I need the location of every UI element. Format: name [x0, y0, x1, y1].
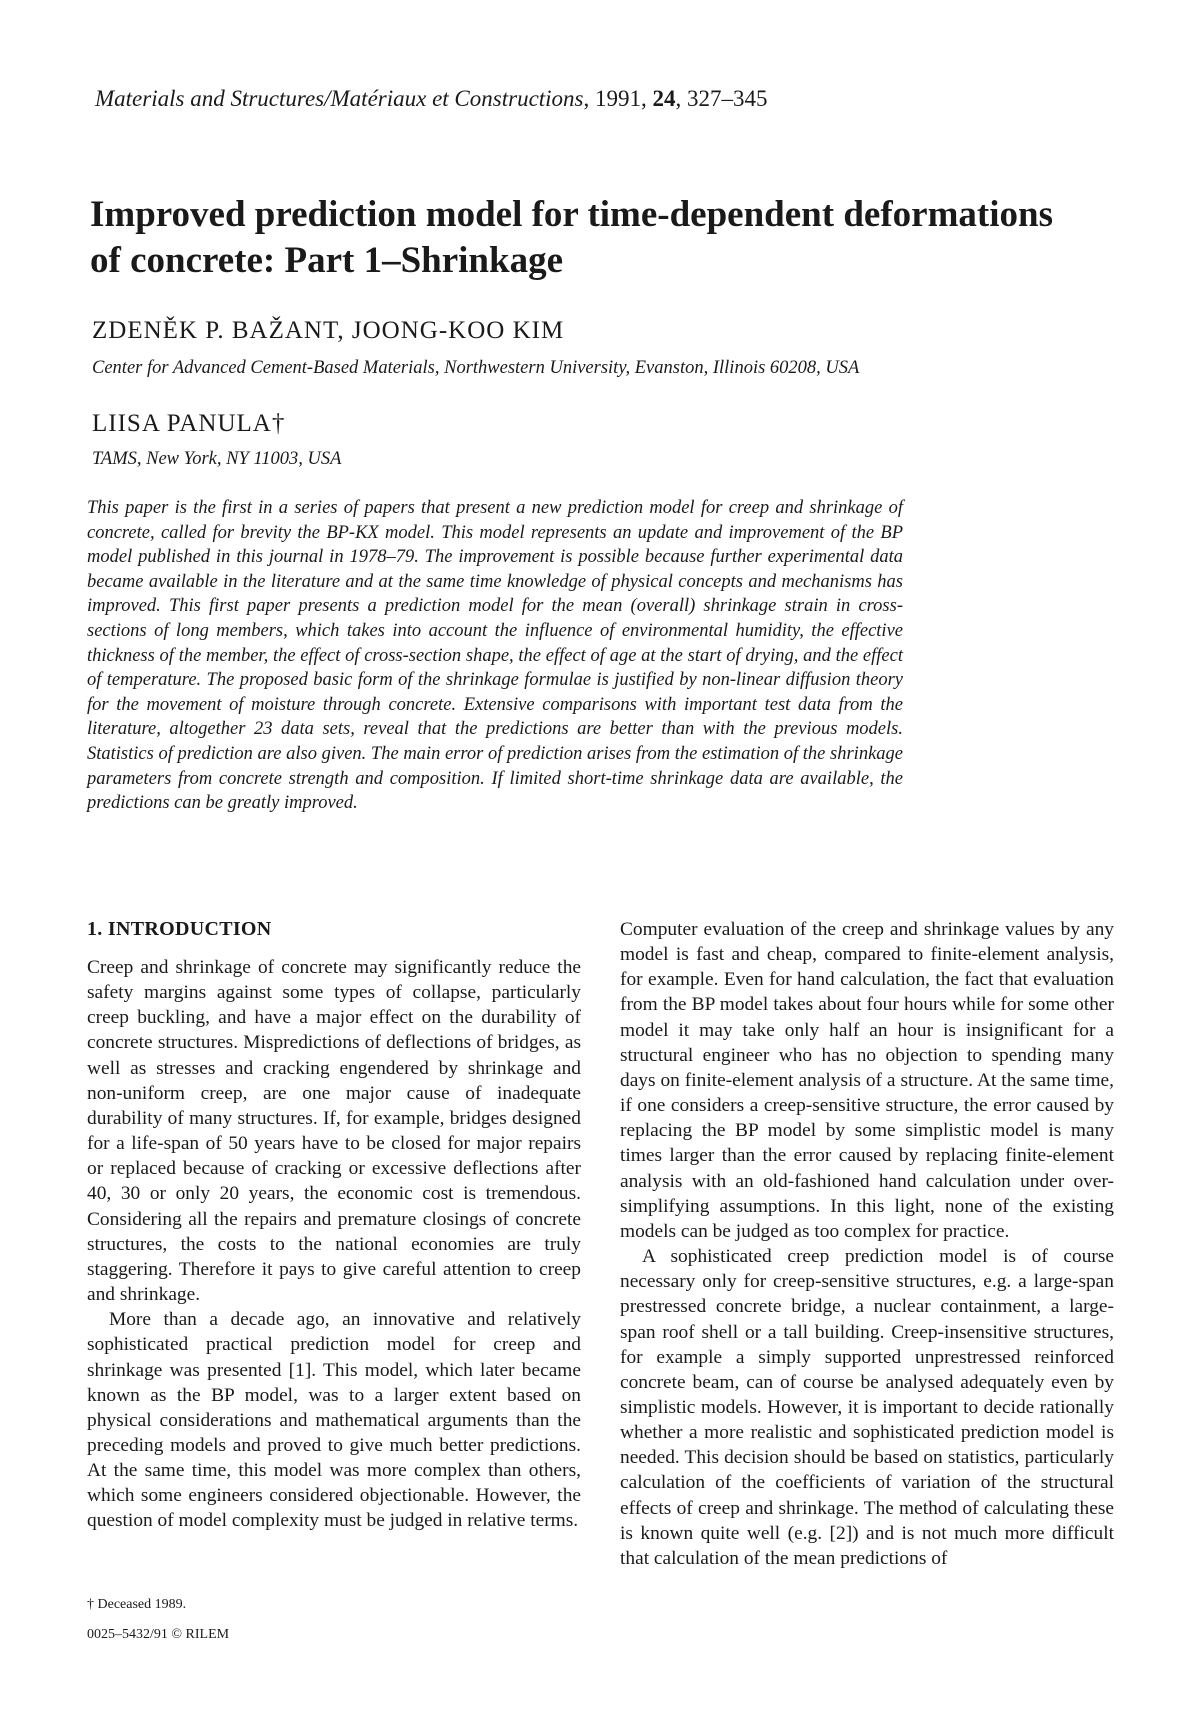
authors-group-1: ZDENĚK P. BAŽANT, JOONG-KOO KIM [92, 317, 565, 344]
journal-volume: 24 [652, 86, 676, 111]
paper-title [90, 192, 1130, 284]
right-column [620, 917, 1114, 1571]
journal-name: Materials and Structures/Matériaux et Constructions [95, 86, 584, 111]
left-paragraph-1: Creep and shrinkage of concrete may significantly reduce the safety margins against some types of collapse, particularly creep buckling, and have a major effect on the durability of concrete structures. Mispredictions of deflections of bridges, as well as stresses and cracking engendered by shrinkage and non-uniform creep, are one major cause of inadequate durability of many structures. If, for example, bridges designed for a life-span of 50 years have to be closed for major repairs or replaced because of cracking or excessive deflections after 40, 30 or only 20 years, the economic cost is tremendous. Considering all the repairs and premature closings of concrete structures, the costs to the national economies are truly staggering. Therefore it pays to give careful attention to creep and shrinkage. [87, 957, 581, 1306]
journal-pages: , 327–345 [675, 86, 768, 111]
paper-title-line-2: of concrete: Part 1–Shrinkage [90, 240, 564, 281]
paper-title-line-1: Improved prediction model for time-dependent deformations [90, 194, 1053, 235]
affiliation-2: TAMS, New York, NY 11003, USA [92, 449, 342, 469]
right-paragraph-1: Computer evaluation of the creep and shrinkage values by any model is fast and cheap, compared to finite-element analysis, for example. Even for hand calculation, the fact that evaluation from the BP model takes about four hours while for some other model it may take only half an hour is insignificant for a structural engineer who has no objection to spending many days on finite-element analysis of a structure. At the same time, if one considers a creep-sensitive structure, the error caused by replacing the BP model by some simplistic model is many times larger than the error caused by replacing finite-element analysis with an old-fashioned hand calculation under over-simplifying assumptions. In this light, none of the existing models can be judged as too complex for practice. [620, 919, 1114, 1242]
section-heading: 1. INTRODUCTION [87, 918, 272, 940]
right-paragraph-2: A sophisticated creep prediction model is of course necessary only for creep-sensitive structures, e.g. a large-span prestressed concrete bridge, a nuclear containment, a large-span roof shell or a tall building. Creep-insensitive structures, for example a simply supported unprestressed reinforced concrete beam, can of course be analysed adequately even by simplistic models. However, it is important to decide rationally whether a more realistic and sophisticated prediction model is needed. This decision should be based on statistics, particularly calculation of the coefficients of variation of the structural effects of creep and shrinkage. The method of calculating these is known quite well (e.g. [2]) and is not much more difficult that calculation of the mean predictions of [620, 1246, 1114, 1569]
journal-citation [95, 86, 995, 112]
footnote: † Deceased 1989. [87, 1597, 187, 1612]
affiliation-1: Center for Advanced Cement-Based Materials, Northwestern University, Evanston, Illinois 60208, USA [92, 358, 860, 378]
left-paragraph-2: More than a decade ago, an innovative and relatively sophisticated practical prediction model for creep and shrinkage was presented [1]. This model, which later became known as the BP model, was to a larger extent based on physical considerations and mathematical arguments than the preceding models and proved to give much better predictions. At the same time, this model was more complex than others, which some engineers considered objectionable. However, the question of model complexity must be judged in relative terms. [87, 1309, 581, 1532]
issn-line: 0025–5432/91 © RILEM [87, 1627, 230, 1642]
abstract: This paper is the first in a series of papers that present a new prediction model for creep and shrinkage of concrete, called for brevity the BP-KX model. This model represents an update and improvement of the BP model published in this journal in 1978–79. The improvement is possible because further experimental data became available in the literature and at the same time knowledge of physical concepts and mechanisms has improved. This first paper presents a prediction model for the mean (overall) shrinkage strain in cross-sections of long members, which takes into account the influence of environmental humidity, the effective thickness of the member, the effect of cross-section shape, the effect of age at the start of drying, and the effect of temperature. The proposed basic form of the shrinkage formulae is justified by non-linear diffusion theory for the movement of moisture through concrete. Extensive comparisons with important test data from the literature, altogether 23 data sets, reveal that the predictions are better than with the previous models. Statistics of prediction are also given. The main error of prediction arises from the estimation of the shrinkage parameters from concrete strength and composition. If limited short-time shrinkage data are available, the predictions can be greatly improved. [87, 498, 903, 814]
left-column [87, 955, 581, 1534]
authors-group-2: LIISA PANULA† [92, 410, 286, 437]
journal-year: , 1991, [583, 86, 653, 111]
